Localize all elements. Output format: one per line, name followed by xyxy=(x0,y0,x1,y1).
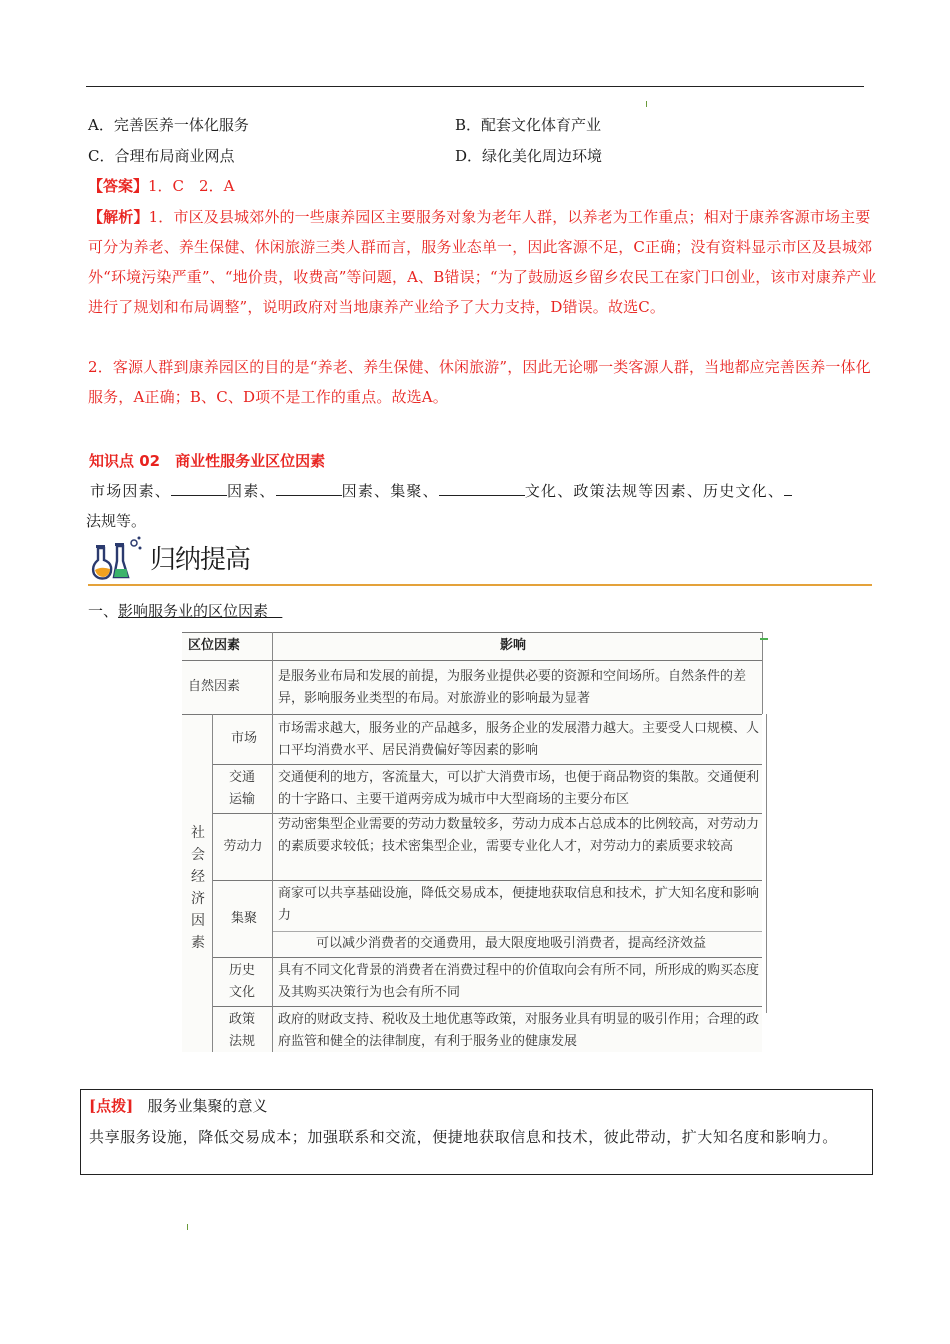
blank-3[interactable] xyxy=(439,481,525,496)
option-b: B．配套文化体育产业 xyxy=(455,116,602,134)
row-text-history: 具有不同文化背景的消费者在消费过程中的价值取向会有所不同，所形成的购买态度及其购买决策行为也会有所不同 xyxy=(278,963,760,1000)
option-c: C．合理布局商业网点 xyxy=(88,147,235,165)
row-text-policy: 政府的财政支持、税收及土地优惠等政策，对服务业具有明显的吸引作用；合理的政府监管和健全的法律制度，有利于服务业的健康发展 xyxy=(278,1012,760,1049)
header-rule xyxy=(86,86,864,87)
blank-1[interactable] xyxy=(171,481,227,496)
fill-text-5: 法规等。 xyxy=(86,512,147,530)
answer-text: 1．C 2．A xyxy=(148,177,235,195)
section-prefix: 一、 xyxy=(88,602,119,620)
analysis-paragraph-1 xyxy=(88,202,878,322)
row-text-transport: 交通便利的地方，客流量大，可以扩大消费市场，也便于商品物资的集散。交通便利的十字路口、主要干道两旁成为城市中大型商场的主要分布区 xyxy=(278,770,760,807)
analysis-paragraph-2: 2．客源人群到康养园区的目的是“养老、养生保健、休闲旅游”，因此无论哪一类客源人群，当地都应完善医养一体化服务，A正确；B、C、D项不是工作的重点。故选A。 xyxy=(88,358,871,406)
row-text-agglomeration-2: 可以减少消费者的交通费用，最大限度地吸引消费者，提高经济效益 xyxy=(316,936,707,951)
row-label-market: 市场 xyxy=(230,731,257,746)
answer-line xyxy=(88,176,234,196)
row-text-market: 市场需求越大，服务业的产品越多，服务企业的发展潜力越大。主要受人口规模、人口平均消费水平、居民消费偏好等因素的影响 xyxy=(278,721,760,758)
margin-mark xyxy=(760,638,768,640)
knowledge-point-title: 知识点 02 商业性服务业区位因素 xyxy=(89,452,326,470)
row-label-agglomeration: 集聚 xyxy=(230,911,257,926)
natural-text: 是服务业布局和发展的前提，为服务业提供必要的资源和空间场所。自然条件的差异，影响服务业类型的布局。对旅游业的影响最为显著 xyxy=(278,669,747,706)
row-label-labor: 劳动力 xyxy=(223,839,263,854)
tip-box xyxy=(80,1089,873,1175)
location-factors-table xyxy=(182,632,762,1052)
option-a: A．完善医养一体化服务 xyxy=(88,116,249,134)
section-heading xyxy=(88,601,282,621)
row-label-history: 历史文化 xyxy=(228,963,255,1000)
row-text-labor: 劳动密集型企业需要的劳动力数量较多，劳动力成本占总成本的比例较高，对劳动力的素质要求较低；技术密集型企业，需要专业化人才，对劳动力的素质要求较高 xyxy=(278,817,760,854)
margin-mark xyxy=(646,101,647,107)
analysis-label: 【解析】 xyxy=(88,208,149,226)
social-economic-label: 社会经济因素 xyxy=(191,825,205,951)
margin-mark xyxy=(187,1224,188,1230)
tip-title: 服务业集聚的意义 xyxy=(147,1097,268,1115)
header-impact: 影响 xyxy=(500,638,527,653)
blank-2[interactable] xyxy=(276,481,342,496)
answer-label: 【答案】 xyxy=(88,177,149,195)
fill-in-sentence xyxy=(90,481,792,501)
summary-title: 归纳提高 xyxy=(150,545,251,575)
fill-text-2: 因素、 xyxy=(227,482,276,500)
row-label-policy: 政策法规 xyxy=(228,1012,255,1049)
row-label-transport: 交通运输 xyxy=(228,770,255,807)
tip-label: [点拨] xyxy=(89,1097,134,1115)
fill-text-3: 因素、集聚、 xyxy=(341,482,439,500)
summary-rule xyxy=(88,584,872,586)
header-factor: 区位因素 xyxy=(188,638,241,653)
lab-flask-icon xyxy=(90,535,146,583)
fill-text-1: 市场因素、 xyxy=(90,482,172,500)
natural-label: 自然因素 xyxy=(188,679,241,694)
blank-4[interactable] xyxy=(784,481,792,496)
section-title: 影响服务业的区位因素 xyxy=(118,602,269,620)
tip-heading xyxy=(89,1096,268,1116)
tip-text: 共享服务设施，降低交易成本；加强联系和交流，便捷地获取信息和技术，彼此带动，扩大知名度和影响力。 xyxy=(89,1128,838,1146)
analysis-text-1: 1．市区及县城郊外的一些康养园区主要服务对象为老年人群，以养老为工作重点；相对于康养客源市场主要可分为养老、养生保健、休闲旅游三类人群而言，服务业态单一，因此客源不足，C正确；没有资料显示市区及县城郊外“环境污染严重”、“地价贵，收费高”等问题，A、B错误；“为了鼓励返乡留乡农民工在家门口创业，该市对康养产业进行了规划和布局调整”，说明政府对当地康养产业给予了大力支持，D错误。故选C。 xyxy=(88,208,877,316)
summary-header xyxy=(88,535,872,587)
fill-text-4: 文化、政策法规等因素、历史文化、 xyxy=(524,482,785,500)
option-d: D．绿化美化周边环境 xyxy=(455,147,603,165)
row-text-agglomeration: 商家可以共享基础设施，降低交易成本，便捷地获取信息和技术，扩大知名度和影响力 xyxy=(278,886,760,923)
